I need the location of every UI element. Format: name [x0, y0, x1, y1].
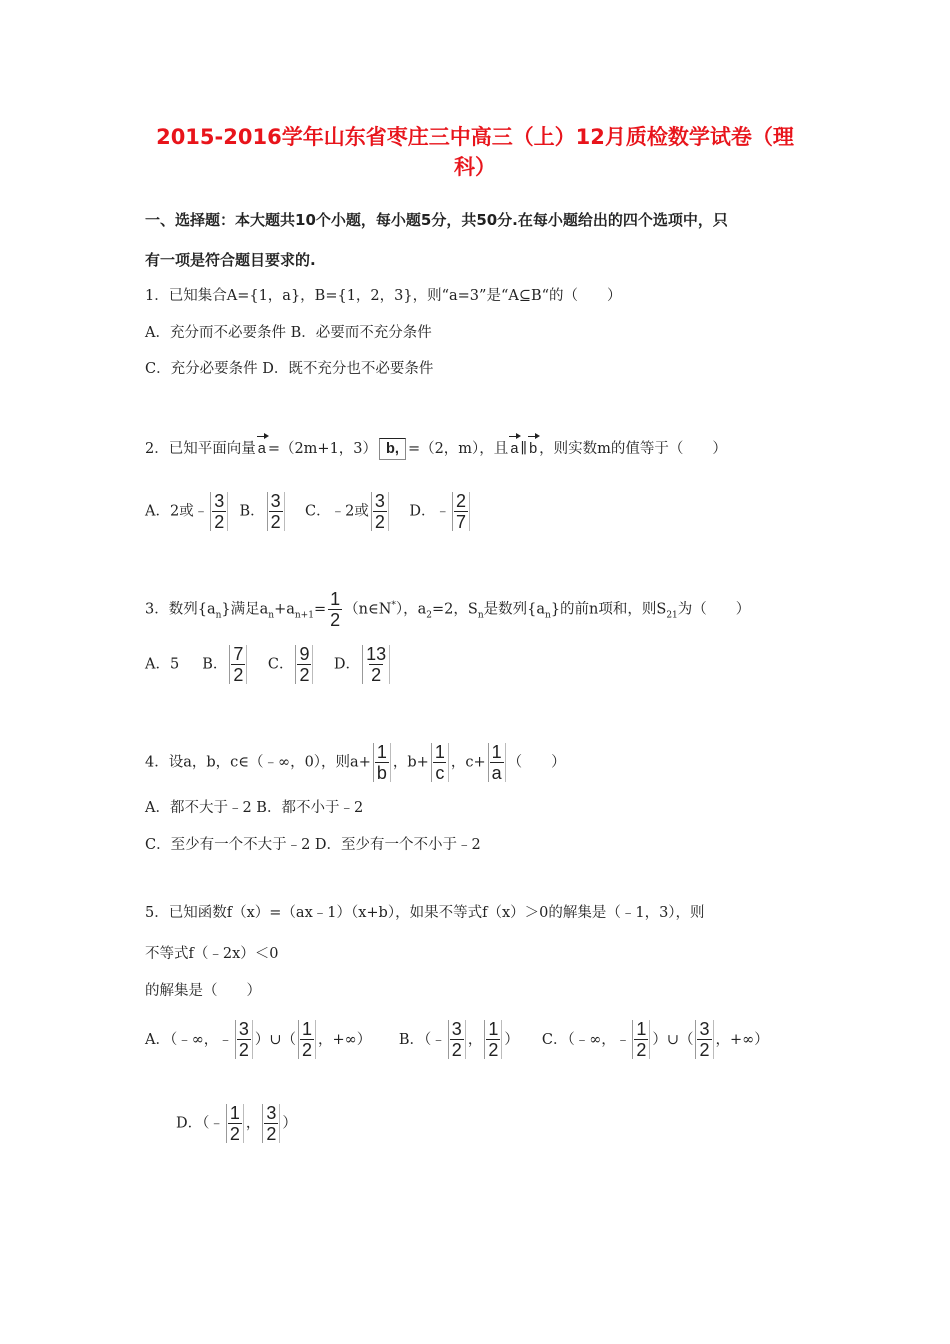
q2-option-c: C．﹣2或: [305, 503, 369, 520]
fraction-1-2: $\frac{1}{2}$: [632, 1020, 650, 1059]
vector-a-2: a: [510, 441, 519, 457]
fraction-1-2: $\frac{1}{2}$: [226, 1104, 244, 1143]
fraction-1-over-b: $\frac{1}{b}$: [373, 743, 391, 782]
fraction-1-over-a: $\frac{1}{a}$: [488, 743, 506, 782]
q4-options-ab: A．都不大于﹣2 B．都不小于﹣2: [145, 800, 364, 816]
fraction-9-2: $\frac{9}{2}$: [295, 645, 313, 684]
fraction-3-2: $\frac{3}{2}$: [262, 1104, 280, 1143]
fraction-3-2: $\frac{3}{2}$: [371, 492, 389, 531]
q5-options-abc: [145, 1020, 769, 1059]
q3-option-a: A．5: [145, 656, 180, 673]
q2-text-1: 2．已知平面向量: [145, 441, 256, 457]
fraction-1-over-c: $\frac{1}{c}$: [431, 743, 449, 782]
q4-options-cd: C．至少有一个不大于﹣2 D．至少有一个不小于﹣2: [145, 837, 481, 853]
title-line-2: 科）: [454, 155, 496, 179]
q2-option-a: A．2或﹣: [145, 503, 209, 520]
q2-text-5: ，则实数m的值等于（ ）: [539, 441, 727, 457]
fraction-3-2: $\frac{3}{2}$: [210, 492, 228, 531]
exam-title: [140, 122, 810, 182]
q5-stem-line-2: 不等式f（﹣2x）＜0: [145, 946, 279, 962]
q2-text-3: =（2，m），且: [407, 441, 509, 457]
vector-b-2: b: [529, 441, 538, 457]
vector-b-box: b,: [379, 438, 406, 460]
fraction-1-2: $\frac{1}{2}$: [484, 1020, 502, 1059]
q5-stem-line-1: 5．已知函数f（x）=（ax﹣1）（x+b），如果不等式f（x）＞0的解集是（﹣1，3），则: [145, 905, 705, 921]
q5-option-a: A．（﹣∞，﹣ $\frac{3}{2}$ ）∪（ $\frac{1}{2}$ ，+∞）: [145, 1019, 372, 1060]
fraction-3-2: $\frac{3}{2}$: [448, 1020, 466, 1059]
fraction-3-2: $\frac{3}{2}$: [267, 492, 285, 531]
q5-option-c: C．（﹣∞，﹣ $\frac{1}{2}$ ）∪（ $\frac{3}{2}$ ，+∞）: [541, 1019, 769, 1060]
q3-option-c: C．: [267, 656, 294, 673]
fraction-1-2: $\frac{1}{2}$: [298, 1020, 316, 1059]
vector-a: a: [257, 441, 266, 457]
q2-option-b: B．: [239, 503, 265, 520]
fraction-13-2: $\frac{13}{2}$: [362, 645, 390, 684]
q2-parallel: ∥: [520, 441, 528, 457]
fraction-3-2: $\frac{3}{2}$: [695, 1020, 713, 1059]
q5-option-b: B．（﹣ $\frac{3}{2}$ ， $\frac{1}{2}$ ）: [398, 1019, 519, 1060]
q2-options: [145, 492, 472, 531]
q4-stem: 4．设a，b，c∈（﹣∞，0），则a+ $\frac{1}{b}$ ，b+ $\frac{1}{c}$ ，c+ $\frac{1}{a}$ （ ）: [145, 742, 566, 783]
q5-option-d: D．（﹣ $\frac{1}{2}$ ， $\frac{3}{2}$ ）: [176, 1103, 297, 1144]
section-heading-line-2: 有一项是符合题目要求的.: [145, 251, 316, 269]
fraction-7-2: $\frac{7}{2}$: [229, 645, 247, 684]
q5-stem-line-3: 的解集是（ ）: [145, 983, 261, 999]
title-line-1: 2015-2016学年山东省枣庄三中高三（上）12月质检数学试卷（理: [156, 125, 794, 149]
q3-option-b: B．: [202, 656, 228, 673]
section-heading-line-1: 一、选择题：本大题共10个小题，每小题5分，共50分.在每小题给出的四个选项中，只: [145, 211, 728, 229]
q2-option-d: D．﹣: [409, 503, 450, 520]
q3-stem: 3．数列$\{a_n\}$满足$a_n+a_{n+1}=$ $\frac{1}{2}$ （n∈N*），$a_2=2$，$S_n$是数列$\{a_n\}$的前n项和，则$S_{21}$为（ ）: [145, 589, 751, 630]
q2-stem: [145, 438, 727, 460]
q3-options: [145, 645, 392, 684]
fraction-1-2: $\frac{1}{2}$: [330, 589, 341, 630]
q1-options-ab: A．充分而不必要条件 B．必要而不充分条件: [145, 325, 432, 341]
fraction-2-7: $\frac{2}{7}$: [452, 492, 470, 531]
fraction-3-2: $\frac{3}{2}$: [235, 1020, 253, 1059]
q3-option-d: D．: [333, 656, 361, 673]
q2-text-2: =（2m+1，3）: [267, 441, 378, 457]
q1-stem: 1．已知集合A={1，a}，B={1，2，3}，则“a=3”是“A⊆B“的（ ）: [145, 288, 622, 304]
q1-options-cd: C．充分必要条件 D．既不充分也不必要条件: [145, 361, 434, 377]
